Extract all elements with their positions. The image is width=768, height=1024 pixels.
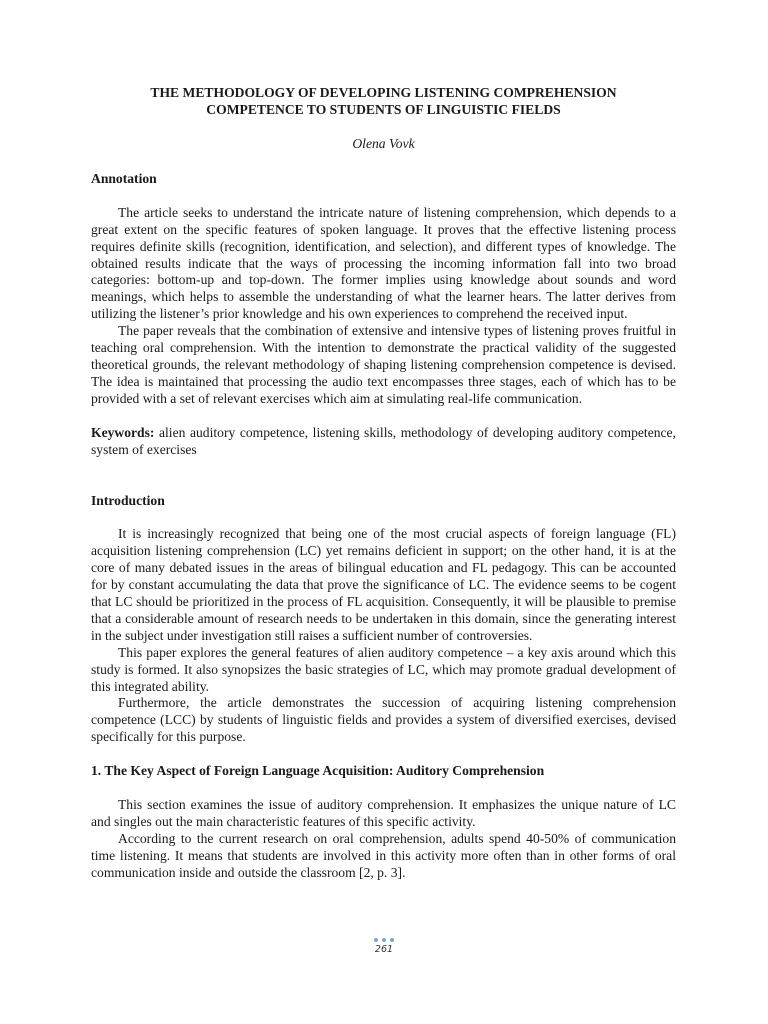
spacer (91, 459, 676, 493)
annotation-paragraph-2: The paper reveals that the combination of extensive and intensive types of listening proves fruitful in teaching oral comprehension. With the intention to demonstrate the practical validity of the suggested theoretical grounds, the relevant methodology of shaping listening comprehension competence is devised. The idea is maintained that processing the audio text encompasses three stages, each of which has to be provided with a set of relevant exercises which aim at simulating real-life communication. (91, 323, 676, 406)
dot-icon (374, 938, 378, 942)
introduction-paragraph-2: This paper explores the general features of alien auditory competence – a key axis around which this study is formed. It also synopsizes the basic strategies of LC, which may promote gradual development of this integrated ability. (91, 644, 676, 694)
spacer (91, 780, 676, 797)
section-1-paragraph-2: According to the current research on oral comprehension, adults spend 40-50% of communication time listening. It means that students are involved in this activity more often than in other forms of oral communication inside and outside the classroom [2, p. 3]. (91, 830, 676, 880)
keywords-paragraph (91, 425, 676, 459)
spacer (91, 509, 676, 526)
article-title (91, 84, 676, 118)
annotation-heading: Annotation (91, 170, 157, 186)
page-content (91, 84, 676, 882)
decorative-dots-icon (0, 938, 768, 942)
dot-icon (382, 938, 386, 942)
title-line-2: COMPETENCE TO STUDENTS OF LINGUISTIC FIELDS (206, 102, 561, 117)
dot-icon (390, 938, 394, 942)
page-number: 261 (374, 944, 394, 955)
introduction-heading: Introduction (91, 492, 165, 508)
keywords-label: Keywords: (91, 424, 155, 440)
introduction-paragraph-1: It is increasingly recognized that being one of the most crucial aspects of foreign language (FL) acquisition listening comprehension (LC) yet remains deficient in support; on the other hand, it is at the core of many debated issues in the areas of bilingual education and FL pedagogy. This can be accounted for by constant accumulating the data that prove the significance of LC. The evidence seems to be cogent that LC should be prioritized in the process of FL acquisition. Consequently, it will be plausible to premise that a considerable amount of research needs to be undertaken in this domain, since the generating interest in the subject under investigation still raises a sufficient number of controversies. (91, 526, 676, 643)
spacer (91, 746, 676, 763)
section-1-heading: 1. The Key Aspect of Foreign Language Acquisition: Auditory Comprehension (91, 763, 545, 779)
annotation-paragraph-1: The article seeks to understand the intricate nature of listening comprehension, which depends to a great extent on the specific features of spoken language. It proves that the effective listening process requires definite skills (recognition, identification, and selection), and different types of knowledge. The obtained results indicate that the ways of processing the incoming information fall into two broad categories: bottom-up and top-down. The former implies using knowledge about sounds and word meanings, which helps to assemble the understanding of what the learner hears. The latter derives from utilizing the listener’s prior knowledge and his own experiences to comprehend the received input. (91, 204, 676, 322)
spacer (91, 408, 676, 425)
keywords-text: alien auditory competence, listening skills, methodology of developing auditory competence, system of exercises (91, 424, 676, 457)
author-name: Olena Vovk (352, 136, 415, 151)
introduction-paragraph-3: Furthermore, the article demonstrates the succession of acquiring listening comprehension competence (LCC) by students of linguistic fields and provides a system of diversified exercises, devised specifically for this purpose. (91, 695, 676, 745)
page-footer (0, 938, 768, 955)
title-line-1: THE METHODOLOGY OF DEVELOPING LISTENING COMPREHENSION (150, 85, 617, 100)
section-1-paragraph-1: This section examines the issue of auditory comprehension. It emphasizes the unique nature of LC and singles out the main characteristic features of this specific activity. (91, 797, 676, 829)
spacer (91, 188, 676, 205)
